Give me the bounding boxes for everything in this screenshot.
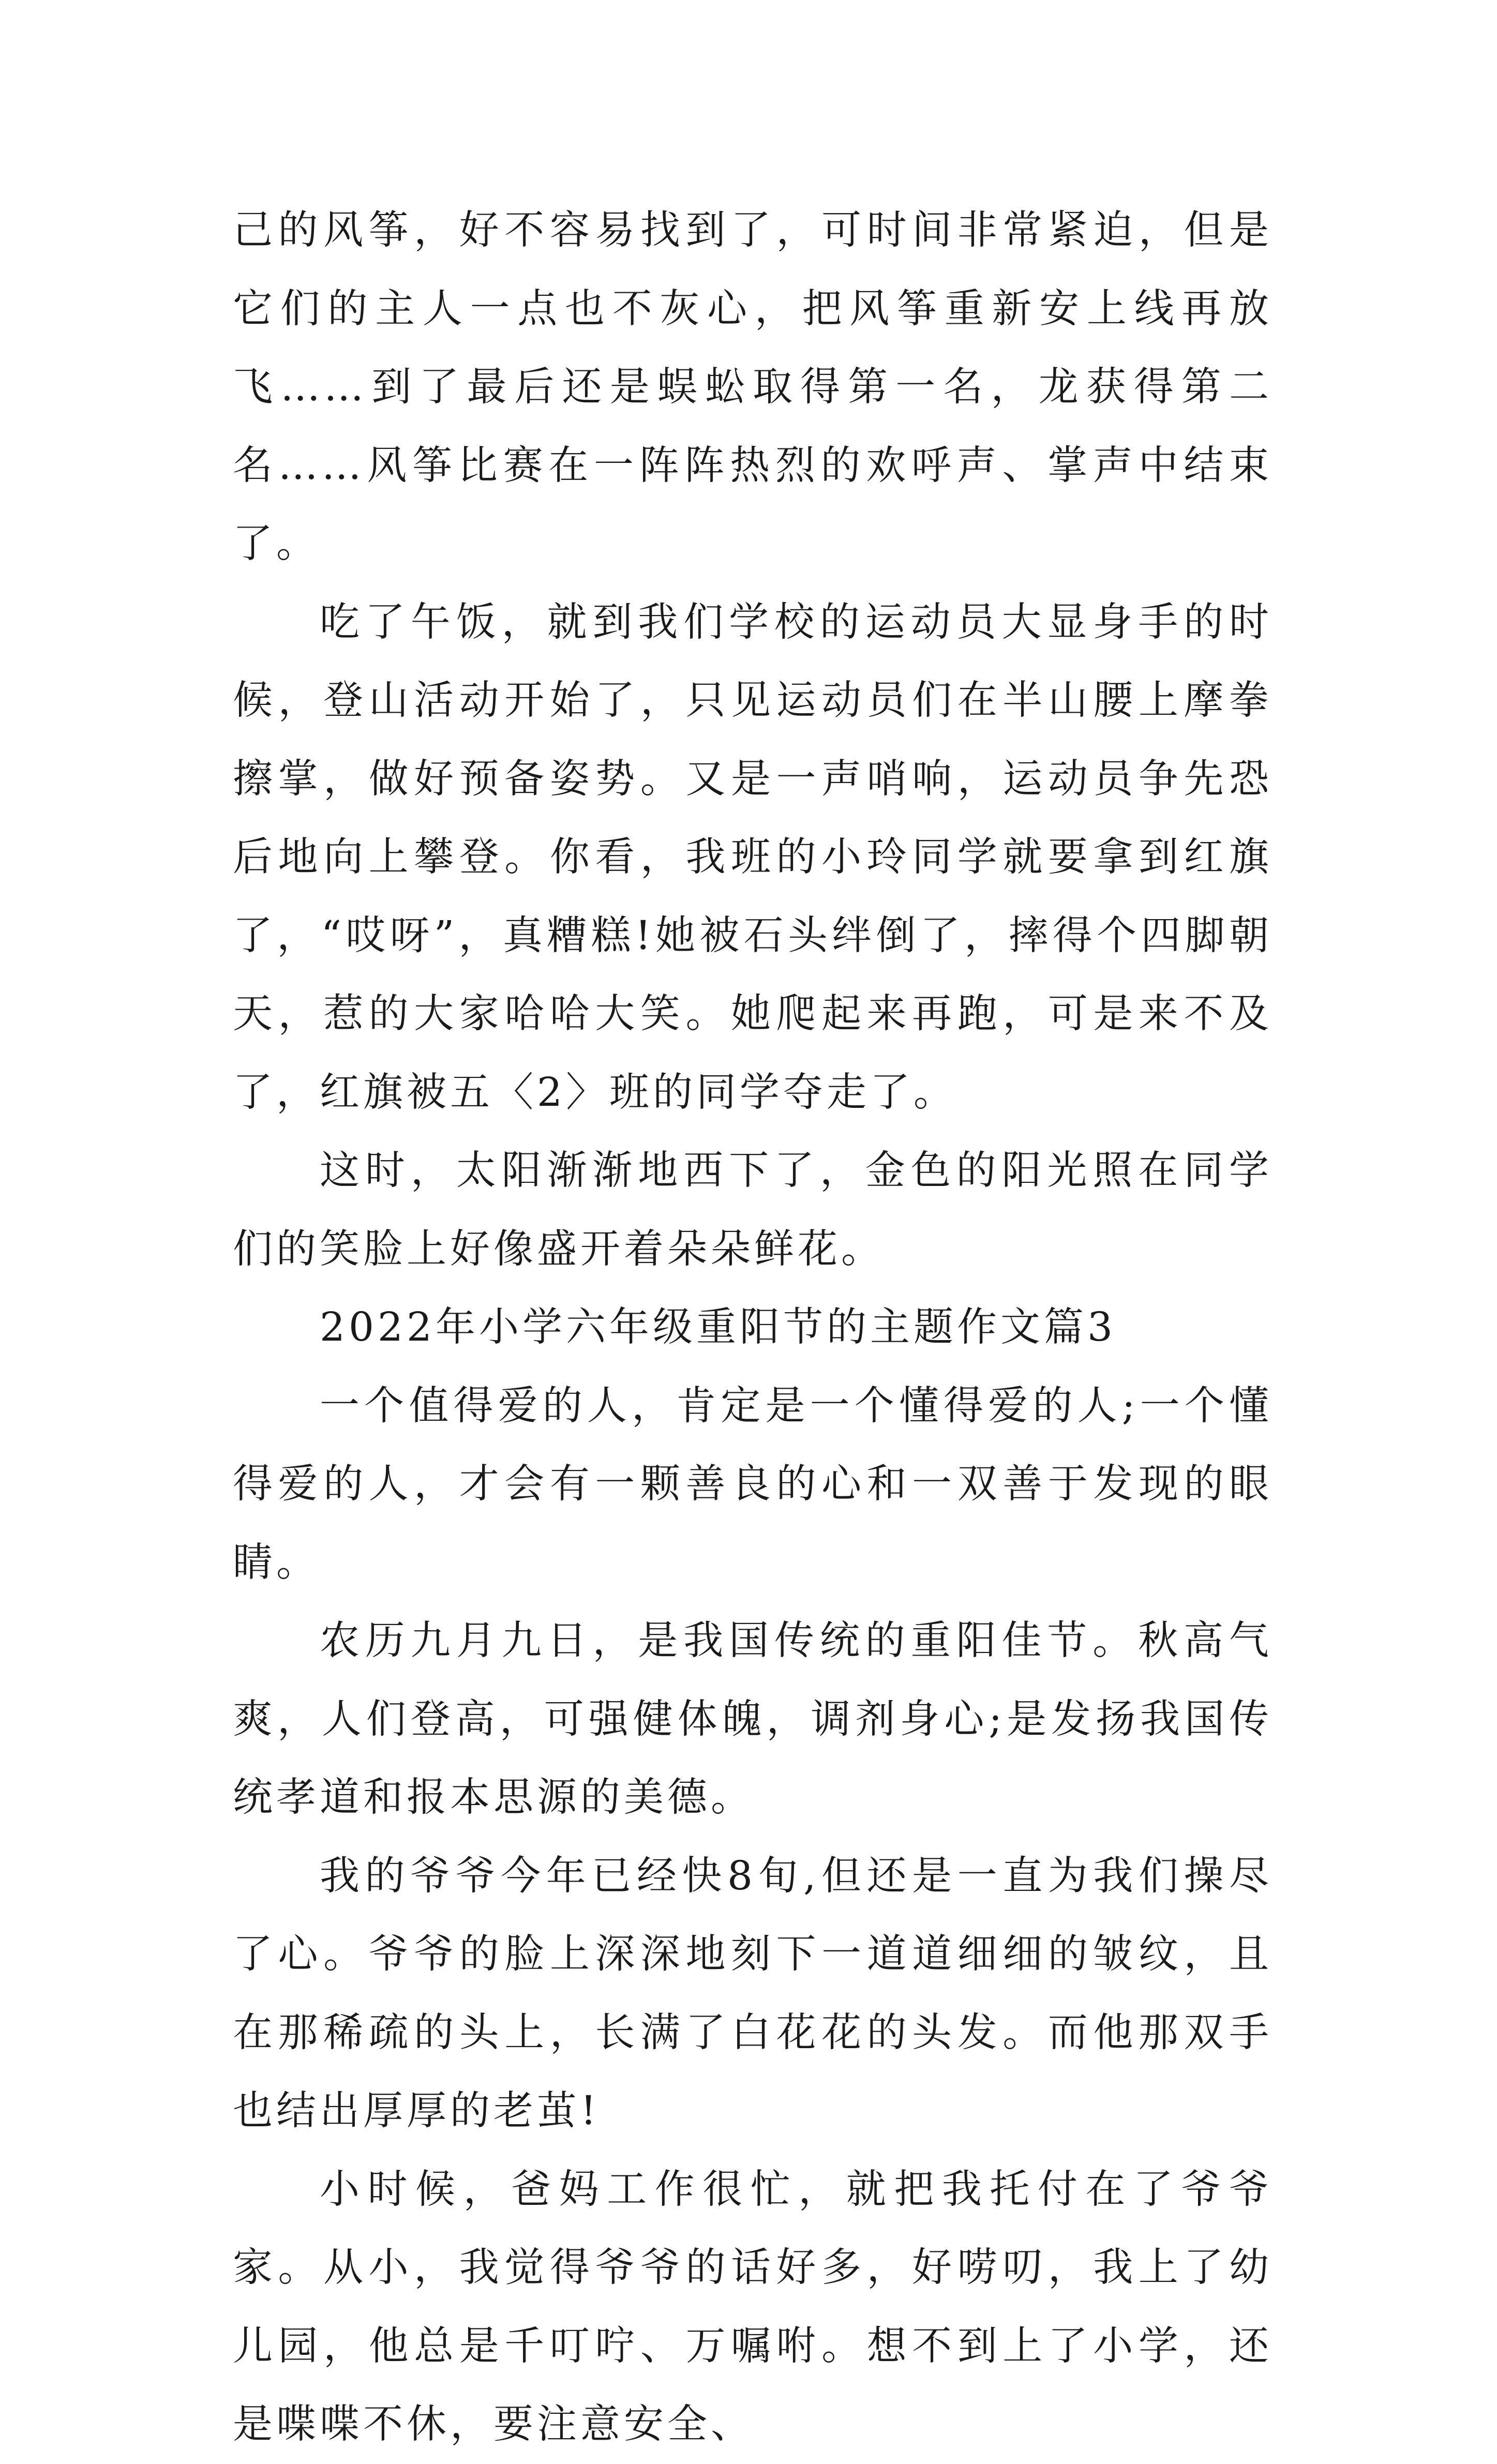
paragraph-sunset: 这时，太阳渐渐地西下了，金色的阳光照在同学们的笑脸上好像盛开着朵朵鲜花。 <box>233 1148 1273 1272</box>
document-body <box>233 191 1273 2464</box>
paragraph-double-ninth-festival: 农历九月九日，是我国传统的重阳佳节。秋高气爽，人们登高，可强健体魄，调剂身心;是发扬我国传统孝道和报本思源的美德。 <box>233 1618 1273 1821</box>
paragraph-childhood: 小时候，爸妈工作很忙，就把我托付在了爷爷家。从小，我觉得爷爷的话好多，好唠叨，我上了幼儿园，他总是千叮咛、万嘱咐。想不到上了小学，还是喋喋不休，要注意安全、 <box>233 2166 1273 2447</box>
paragraph-continued-kite-race: 己的风筝，好不容易找到了，可时间非常紧迫，但是它们的主人一点也不灰心，把风筝重新安上线再放飞……到了最后还是蜈蚣取得第一名，龙获得第二名……风筝比赛在一阵阵热烈的欢呼声、掌声中结束了。 <box>233 207 1273 567</box>
paragraph-mountain-climbing: 吃了午饭，就到我们学校的运动员大显身手的时候，登山活动开始了，只见运动员们在半山腰上摩拳擦掌，做好预备姿势。又是一声哨响，运动员争先恐后地向上攀登。你看，我班的小玲同学就要拿到红旗了，“哎呀”，真糟糕!她被石头绊倒了，摔得个四脚朝天，惹的大家哈哈大笑。她爬起来再跑，可是来不及了，红旗被五〈2〉班的同学夺走了。 <box>233 599 1273 1116</box>
paragraph-grandfather: 我的爷爷今年已经快8旬,但还是一直为我们操尽了心。爷爷的脸上深深地刻下一道道细细的皱纹，且在那稀疏的头上，长满了白花花的头发。而他那双手也结出厚厚的老茧! <box>233 1853 1273 2134</box>
paragraph-worthy-of-love: 一个值得爱的人，肯定是一个懂得爱的人;一个懂得爱的人，才会有一颗善良的心和一双善于发现的眼睛。 <box>233 1383 1273 1586</box>
section-heading: 2022年小学六年级重阳节的主题作文篇3 <box>320 1304 1116 1350</box>
